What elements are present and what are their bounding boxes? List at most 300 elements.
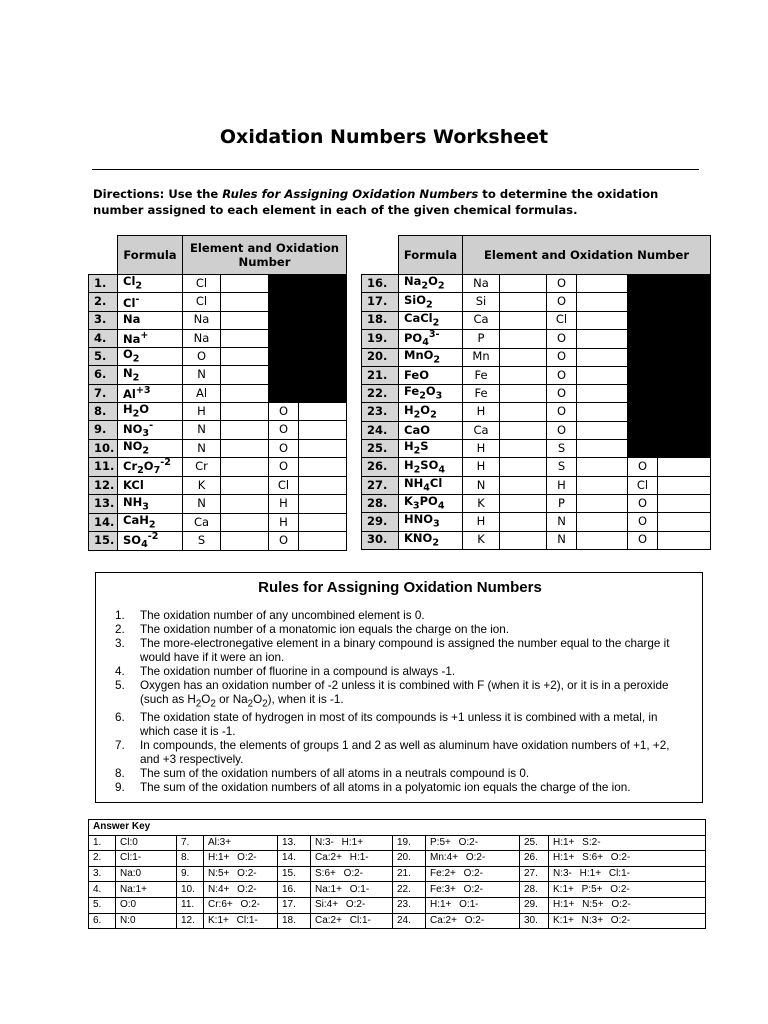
element-cell: H — [269, 513, 299, 531]
answer-number: 8. — [177, 851, 204, 867]
formula-cell: CaH$_2$ — [118, 513, 183, 531]
element-cell: O — [628, 494, 658, 512]
answer-blank — [500, 311, 547, 329]
rule-number: 6. — [115, 711, 125, 725]
answer-value: K:1+ N:3+ O:2- — [549, 913, 706, 929]
answer-number: 4. — [89, 882, 116, 898]
table-row — [89, 458, 347, 477]
answer-value: K:1+ P:5+ O:2- — [549, 882, 706, 898]
answer-value: Na:0 — [116, 866, 177, 882]
row-number: 14. — [89, 513, 118, 531]
element-cell: Cl — [628, 476, 658, 494]
worksheet-table-left — [88, 235, 347, 551]
answer-value: Ca:2+ H:1- — [311, 851, 393, 867]
blocked-cell — [628, 275, 711, 458]
answer-blank — [221, 275, 269, 293]
answer-number: 23. — [393, 897, 426, 913]
row-number: 29. — [362, 513, 399, 531]
rule-item — [115, 623, 690, 637]
element-cell: Na — [183, 311, 221, 329]
answer-value: K:1+ Cl:1- — [204, 913, 278, 929]
answer-blank — [299, 403, 347, 421]
answer-value: Na:1+ O:1- — [311, 882, 393, 898]
element-cell: Na — [463, 275, 500, 293]
element-cell: Cl — [269, 477, 299, 495]
element-cell: O — [183, 348, 221, 366]
answer-blank — [658, 513, 711, 531]
rule-number: 2. — [115, 623, 125, 636]
table-row — [362, 476, 711, 494]
answer-blank — [221, 495, 269, 513]
formula-cell: $SO_4^{-2}$ — [118, 531, 183, 550]
row-number: 15. — [89, 531, 118, 550]
answer-key-title: Answer Key — [89, 820, 706, 836]
rule-item — [115, 609, 690, 623]
answer-number: 11. — [177, 897, 204, 913]
answer-blank — [658, 494, 711, 512]
row-number: 18. — [362, 311, 399, 329]
answer-number: 17. — [278, 897, 311, 913]
row-number: 3. — [89, 311, 118, 329]
rule-text: The more-electronegative element in a binary compound is assigned the number equal to the charge it would have if it were an ion. — [140, 637, 670, 664]
formula-cell: $NH_3$ — [118, 495, 183, 513]
row-number: 17. — [362, 293, 399, 311]
answer-blank — [500, 513, 547, 531]
element-cell: O — [269, 440, 299, 458]
formula-cell: $H_2O$ — [118, 403, 183, 421]
answer-number: 24. — [393, 913, 426, 929]
element-cell: O — [547, 329, 577, 348]
answer-number: 2. — [89, 851, 116, 867]
answer-number: 16. — [278, 882, 311, 898]
answer-blank — [577, 366, 628, 384]
answer-number: 3. — [89, 866, 116, 882]
directions-rest: to determine the oxidation number assigned to each element in each of the given chemical formulas. — [93, 187, 659, 217]
answer-number: 9. — [177, 866, 204, 882]
answer-blank — [577, 311, 628, 329]
formula-cell: $O_2$ — [118, 348, 183, 366]
element-cell: Al — [183, 384, 221, 402]
answer-blank — [221, 384, 269, 402]
answer-blank — [500, 476, 547, 494]
answer-number: 1. — [89, 835, 116, 851]
row-number: 4. — [89, 329, 118, 347]
formula-cell: $PO_4^{3-}$ — [399, 329, 463, 348]
answer-blank — [299, 458, 347, 477]
element-cell: Ca — [183, 513, 221, 531]
answer-value: S:6+ O:2- — [311, 866, 393, 882]
element-cell: K — [183, 477, 221, 495]
row-number: 27. — [362, 476, 399, 494]
answer-blank — [658, 458, 711, 476]
answer-blank — [577, 275, 628, 293]
rule-item — [115, 767, 690, 781]
formula-cell: Na — [118, 311, 183, 329]
row-number: 23. — [362, 403, 399, 421]
row-number: 1. — [89, 275, 118, 293]
answer-blank — [221, 477, 269, 495]
answer-blank — [221, 329, 269, 347]
row-number: 10. — [89, 440, 118, 458]
rule-text: The oxidation number of any uncombined element is 0. — [140, 609, 425, 622]
formula-cell: MnO$_2$ — [399, 348, 463, 366]
row-number: 24. — [362, 421, 399, 439]
formula-cell: SiO$_2$ — [399, 293, 463, 311]
answer-number: 5. — [89, 897, 116, 913]
answer-value: Ca:2+ O:2- — [426, 913, 520, 929]
answer-number: 14. — [278, 851, 311, 867]
rule-text: The sum of the oxidation numbers of all atoms in a neutrals compound is 0. — [140, 767, 530, 781]
rule-text: The oxidation state of hydrogen in most of its compounds is +1 unless it is combined with a metal, in which case it is -1. — [140, 711, 658, 739]
answer-blank — [500, 385, 547, 403]
answer-value: N:0 — [116, 913, 177, 929]
formula-cell: $Cr_2O_7^{-2}$ — [118, 458, 183, 477]
answer-value: Ca:2+ Cl:1- — [311, 913, 393, 929]
answer-blank — [299, 495, 347, 513]
answer-value: N:4+ O:2- — [204, 882, 278, 898]
rule-number: 4. — [115, 665, 125, 678]
table-row — [362, 458, 711, 476]
directions-text — [93, 186, 705, 218]
row-number: 21. — [362, 366, 399, 384]
element-cell: H — [183, 403, 221, 421]
answer-blank — [299, 477, 347, 495]
answer-number: 18. — [278, 913, 311, 929]
answer-blank — [221, 440, 269, 458]
element-cell: O — [628, 458, 658, 476]
formula-cell: $NO_3^-$ — [118, 421, 183, 440]
worksheet-table-right — [361, 235, 711, 550]
element-cell: N — [183, 495, 221, 513]
table-row — [362, 513, 711, 531]
answer-blank — [221, 403, 269, 421]
rule-number: 5. — [115, 679, 125, 692]
answer-blank — [500, 403, 547, 421]
formula-cell: $K_3PO_4$ — [399, 494, 463, 512]
formula-cell: $Al^{+3}$ — [118, 384, 183, 402]
rule-text: The oxidation number of a monatomic ion equals the charge on the ion. — [140, 623, 510, 636]
answer-key-row — [89, 866, 706, 882]
answer-blank — [500, 531, 547, 549]
element-cell: H — [463, 513, 500, 531]
answer-blank — [577, 531, 628, 549]
row-number: 6. — [89, 366, 118, 384]
answer-blank — [658, 531, 711, 549]
row-number: 2. — [89, 293, 118, 311]
answer-blank — [299, 513, 347, 531]
answer-value: Na:1+ — [116, 882, 177, 898]
formula-cell: $H_2S$ — [399, 440, 463, 458]
element-cell: Cl — [183, 275, 221, 293]
answer-blank — [577, 440, 628, 458]
formula-cell: Cl- — [118, 293, 183, 311]
answer-value: H:1+ S:2- — [549, 835, 706, 851]
element-cell: Cl — [183, 293, 221, 311]
row-number: 19. — [362, 329, 399, 348]
element-cell: Si — [463, 293, 500, 311]
element-cell: O — [547, 421, 577, 439]
answer-blank — [500, 329, 547, 348]
rule-number: 9. — [115, 781, 125, 795]
answer-number: 21. — [393, 866, 426, 882]
answer-blank — [577, 403, 628, 421]
element-cell: O — [628, 513, 658, 531]
rule-item — [115, 665, 690, 679]
title-divider — [92, 169, 699, 170]
element-cell: K — [463, 531, 500, 549]
element-cell: Fe — [463, 366, 500, 384]
formula-cell: Na+ — [118, 329, 183, 347]
directions-rules-reference: Rules for Assigning Oxidation Numbers — [222, 187, 479, 201]
element-cell: P — [547, 494, 577, 512]
answer-key-row — [89, 897, 706, 913]
row-number: 25. — [362, 440, 399, 458]
element-cell: H — [463, 458, 500, 476]
formula-cell: $H_2SO_4$ — [399, 458, 463, 476]
rule-item — [115, 781, 690, 795]
answer-blank — [500, 421, 547, 439]
element-cell: N — [183, 366, 221, 384]
formula-cell: $NH_4Cl$ — [399, 476, 463, 494]
element-cell: H — [547, 476, 577, 494]
rules-box — [95, 572, 703, 803]
answer-blank — [299, 440, 347, 458]
row-number: 28. — [362, 494, 399, 512]
header-spacer — [362, 236, 399, 275]
row-number: 30. — [362, 531, 399, 549]
table-row — [362, 275, 711, 293]
header-spacer — [89, 236, 118, 275]
answer-key-row — [89, 851, 706, 867]
answer-blank — [299, 421, 347, 440]
row-number: 16. — [362, 275, 399, 293]
worksheet-right-body — [362, 275, 711, 550]
element-cell: Cl — [547, 311, 577, 329]
element-oxidation-header: Element and Oxidation Number — [463, 236, 711, 275]
answer-number: 28. — [520, 882, 549, 898]
element-cell: O — [547, 385, 577, 403]
answer-number: 10. — [177, 882, 204, 898]
element-cell: N — [183, 440, 221, 458]
answer-number: 27. — [520, 866, 549, 882]
answer-blank — [577, 329, 628, 348]
row-number: 26. — [362, 458, 399, 476]
answer-blank — [500, 293, 547, 311]
formula-cell: $NO_2$ — [118, 440, 183, 458]
formula-cell: CaO — [399, 421, 463, 439]
element-cell: Ca — [463, 421, 500, 439]
answer-blank — [500, 366, 547, 384]
answer-blank — [500, 458, 547, 476]
answer-number: 25. — [520, 835, 549, 851]
element-cell: Fe — [463, 385, 500, 403]
formula-header: Formula — [118, 236, 183, 275]
answer-blank — [299, 531, 347, 550]
answer-blank — [500, 348, 547, 366]
rule-text: Oxygen has an oxidation number of -2 unless it is combined with F (when it is +2), or it is in a peroxide (such as $H_2O_2$ or $Na_2O_2$), when it is -1. — [140, 679, 669, 710]
answer-key-row — [89, 913, 706, 929]
rule-number: 1. — [115, 609, 125, 622]
answer-key-row — [89, 835, 706, 851]
answer-key-table — [88, 819, 706, 929]
element-cell: O — [269, 403, 299, 421]
element-cell: O — [547, 403, 577, 421]
answer-key-body — [89, 835, 706, 929]
rules-list — [115, 609, 690, 795]
element-cell: O — [269, 531, 299, 550]
formula-cell: $N_2$ — [118, 366, 183, 384]
answer-number: 20. — [393, 851, 426, 867]
table-row — [362, 494, 711, 512]
answer-blank — [221, 348, 269, 366]
element-cell: K — [463, 494, 500, 512]
table-row — [89, 513, 347, 531]
element-cell: O — [269, 421, 299, 440]
table-row — [89, 531, 347, 550]
answer-blank — [577, 458, 628, 476]
element-cell: N — [547, 531, 577, 549]
element-cell: Mn — [463, 348, 500, 366]
answer-value: N:3- H:1+ — [311, 835, 393, 851]
formula-cell: CaCl$_2$ — [399, 311, 463, 329]
answer-value: Fe:2+ O:2- — [426, 866, 520, 882]
directions-lead: Directions: Use the — [93, 187, 223, 201]
row-number: 11. — [89, 458, 118, 477]
rule-item — [115, 679, 690, 711]
element-cell: P — [463, 329, 500, 348]
table-header-row — [89, 236, 347, 275]
element-cell: H — [463, 440, 500, 458]
answer-value: H:1+ N:5+ O:2- — [549, 897, 706, 913]
rule-item — [115, 739, 690, 767]
element-cell: H — [269, 495, 299, 513]
row-number: 13. — [89, 495, 118, 513]
answer-blank — [221, 311, 269, 329]
rule-number: 8. — [115, 767, 125, 781]
answer-key-row — [89, 882, 706, 898]
answer-value: Cr:6+ O:2- — [204, 897, 278, 913]
table-header-row — [362, 236, 711, 275]
answer-number: 7. — [177, 835, 204, 851]
answer-value: Cl:1- — [116, 851, 177, 867]
answer-blank — [500, 275, 547, 293]
element-cell: O — [547, 348, 577, 366]
answer-blank — [221, 513, 269, 531]
row-number: 8. — [89, 403, 118, 421]
formula-cell: FeO — [399, 366, 463, 384]
answer-value: Fe:3+ O:2- — [426, 882, 520, 898]
answer-value: Si:4+ O:2- — [311, 897, 393, 913]
answer-blank — [500, 494, 547, 512]
answer-blank — [577, 494, 628, 512]
element-cell: S — [183, 531, 221, 550]
rule-number: 3. — [115, 637, 125, 650]
answer-number: 6. — [89, 913, 116, 929]
answer-blank — [658, 476, 711, 494]
answer-blank — [221, 531, 269, 550]
formula-cell: $HNO_3$ — [399, 513, 463, 531]
element-cell: N — [547, 513, 577, 531]
rule-text: The sum of the oxidation numbers of all atoms in a polyatomic ion equals the charge of the ion. — [140, 781, 631, 795]
answer-blank — [577, 476, 628, 494]
answer-value: O:0 — [116, 897, 177, 913]
answer-blank — [577, 421, 628, 439]
row-number: 9. — [89, 421, 118, 440]
element-cell: O — [269, 458, 299, 477]
answer-number: 15. — [278, 866, 311, 882]
row-number: 12. — [89, 477, 118, 495]
answer-value: Cl:0 — [116, 835, 177, 851]
answer-blank — [221, 293, 269, 311]
answer-value: N:5+ O:2- — [204, 866, 278, 882]
answer-blank — [577, 513, 628, 531]
table-row — [89, 403, 347, 421]
answer-blank — [577, 293, 628, 311]
answer-value: Al:3+ — [204, 835, 278, 851]
element-cell: O — [547, 275, 577, 293]
answer-blank — [500, 440, 547, 458]
answer-number: 29. — [520, 897, 549, 913]
formula-cell: $Fe_2O_3$ — [399, 385, 463, 403]
answer-value: H:1+ S:6+ O:2- — [549, 851, 706, 867]
answer-number: 12. — [177, 913, 204, 929]
row-number: 22. — [362, 385, 399, 403]
answer-blank — [221, 366, 269, 384]
answer-value: H:1+ O:1- — [426, 897, 520, 913]
answer-blank — [577, 348, 628, 366]
formula-cell: KCl — [118, 477, 183, 495]
formula-cell: $H_2O_2$ — [399, 403, 463, 421]
table-row — [89, 275, 347, 293]
answer-number: 13. — [278, 835, 311, 851]
rule-number: 7. — [115, 739, 125, 753]
rules-title: Rules for Assigning Oxidation Numbers — [258, 579, 542, 596]
element-cell: Cr — [183, 458, 221, 477]
answer-number: 30. — [520, 913, 549, 929]
row-number: 7. — [89, 384, 118, 402]
row-number: 20. — [362, 348, 399, 366]
row-number: 5. — [89, 348, 118, 366]
table-row — [362, 531, 711, 549]
formula-header: Formula — [399, 236, 463, 275]
answer-value: H:1+ O:2- — [204, 851, 278, 867]
answer-value: P:5+ O:2- — [426, 835, 520, 851]
answer-number: 19. — [393, 835, 426, 851]
table-row — [89, 421, 347, 440]
rule-text: The oxidation number of fluorine in a compound is always -1. — [140, 665, 456, 678]
element-cell: S — [547, 440, 577, 458]
element-cell: S — [547, 458, 577, 476]
answer-number: 26. — [520, 851, 549, 867]
answer-blank — [221, 458, 269, 477]
element-cell: H — [463, 403, 500, 421]
element-cell: Ca — [463, 311, 500, 329]
formula-cell: $KNO_2$ — [399, 531, 463, 549]
rule-text: In compounds, the elements of groups 1 and 2 as well as aluminum have oxidation numbers of +1, +2, and +3 respectively. — [140, 739, 670, 767]
element-cell: N — [463, 476, 500, 494]
element-cell: O — [628, 531, 658, 549]
blocked-cell — [269, 275, 347, 403]
table-row — [89, 495, 347, 513]
rule-item — [115, 711, 690, 739]
element-cell: N — [183, 421, 221, 440]
answer-value: N:3- H:1+ Cl:1- — [549, 866, 706, 882]
element-cell: O — [547, 293, 577, 311]
answer-number: 22. — [393, 882, 426, 898]
answer-value: Mn:4+ O:2- — [426, 851, 520, 867]
answer-blank — [221, 421, 269, 440]
element-oxidation-header: Element and Oxidation Number — [183, 236, 347, 275]
